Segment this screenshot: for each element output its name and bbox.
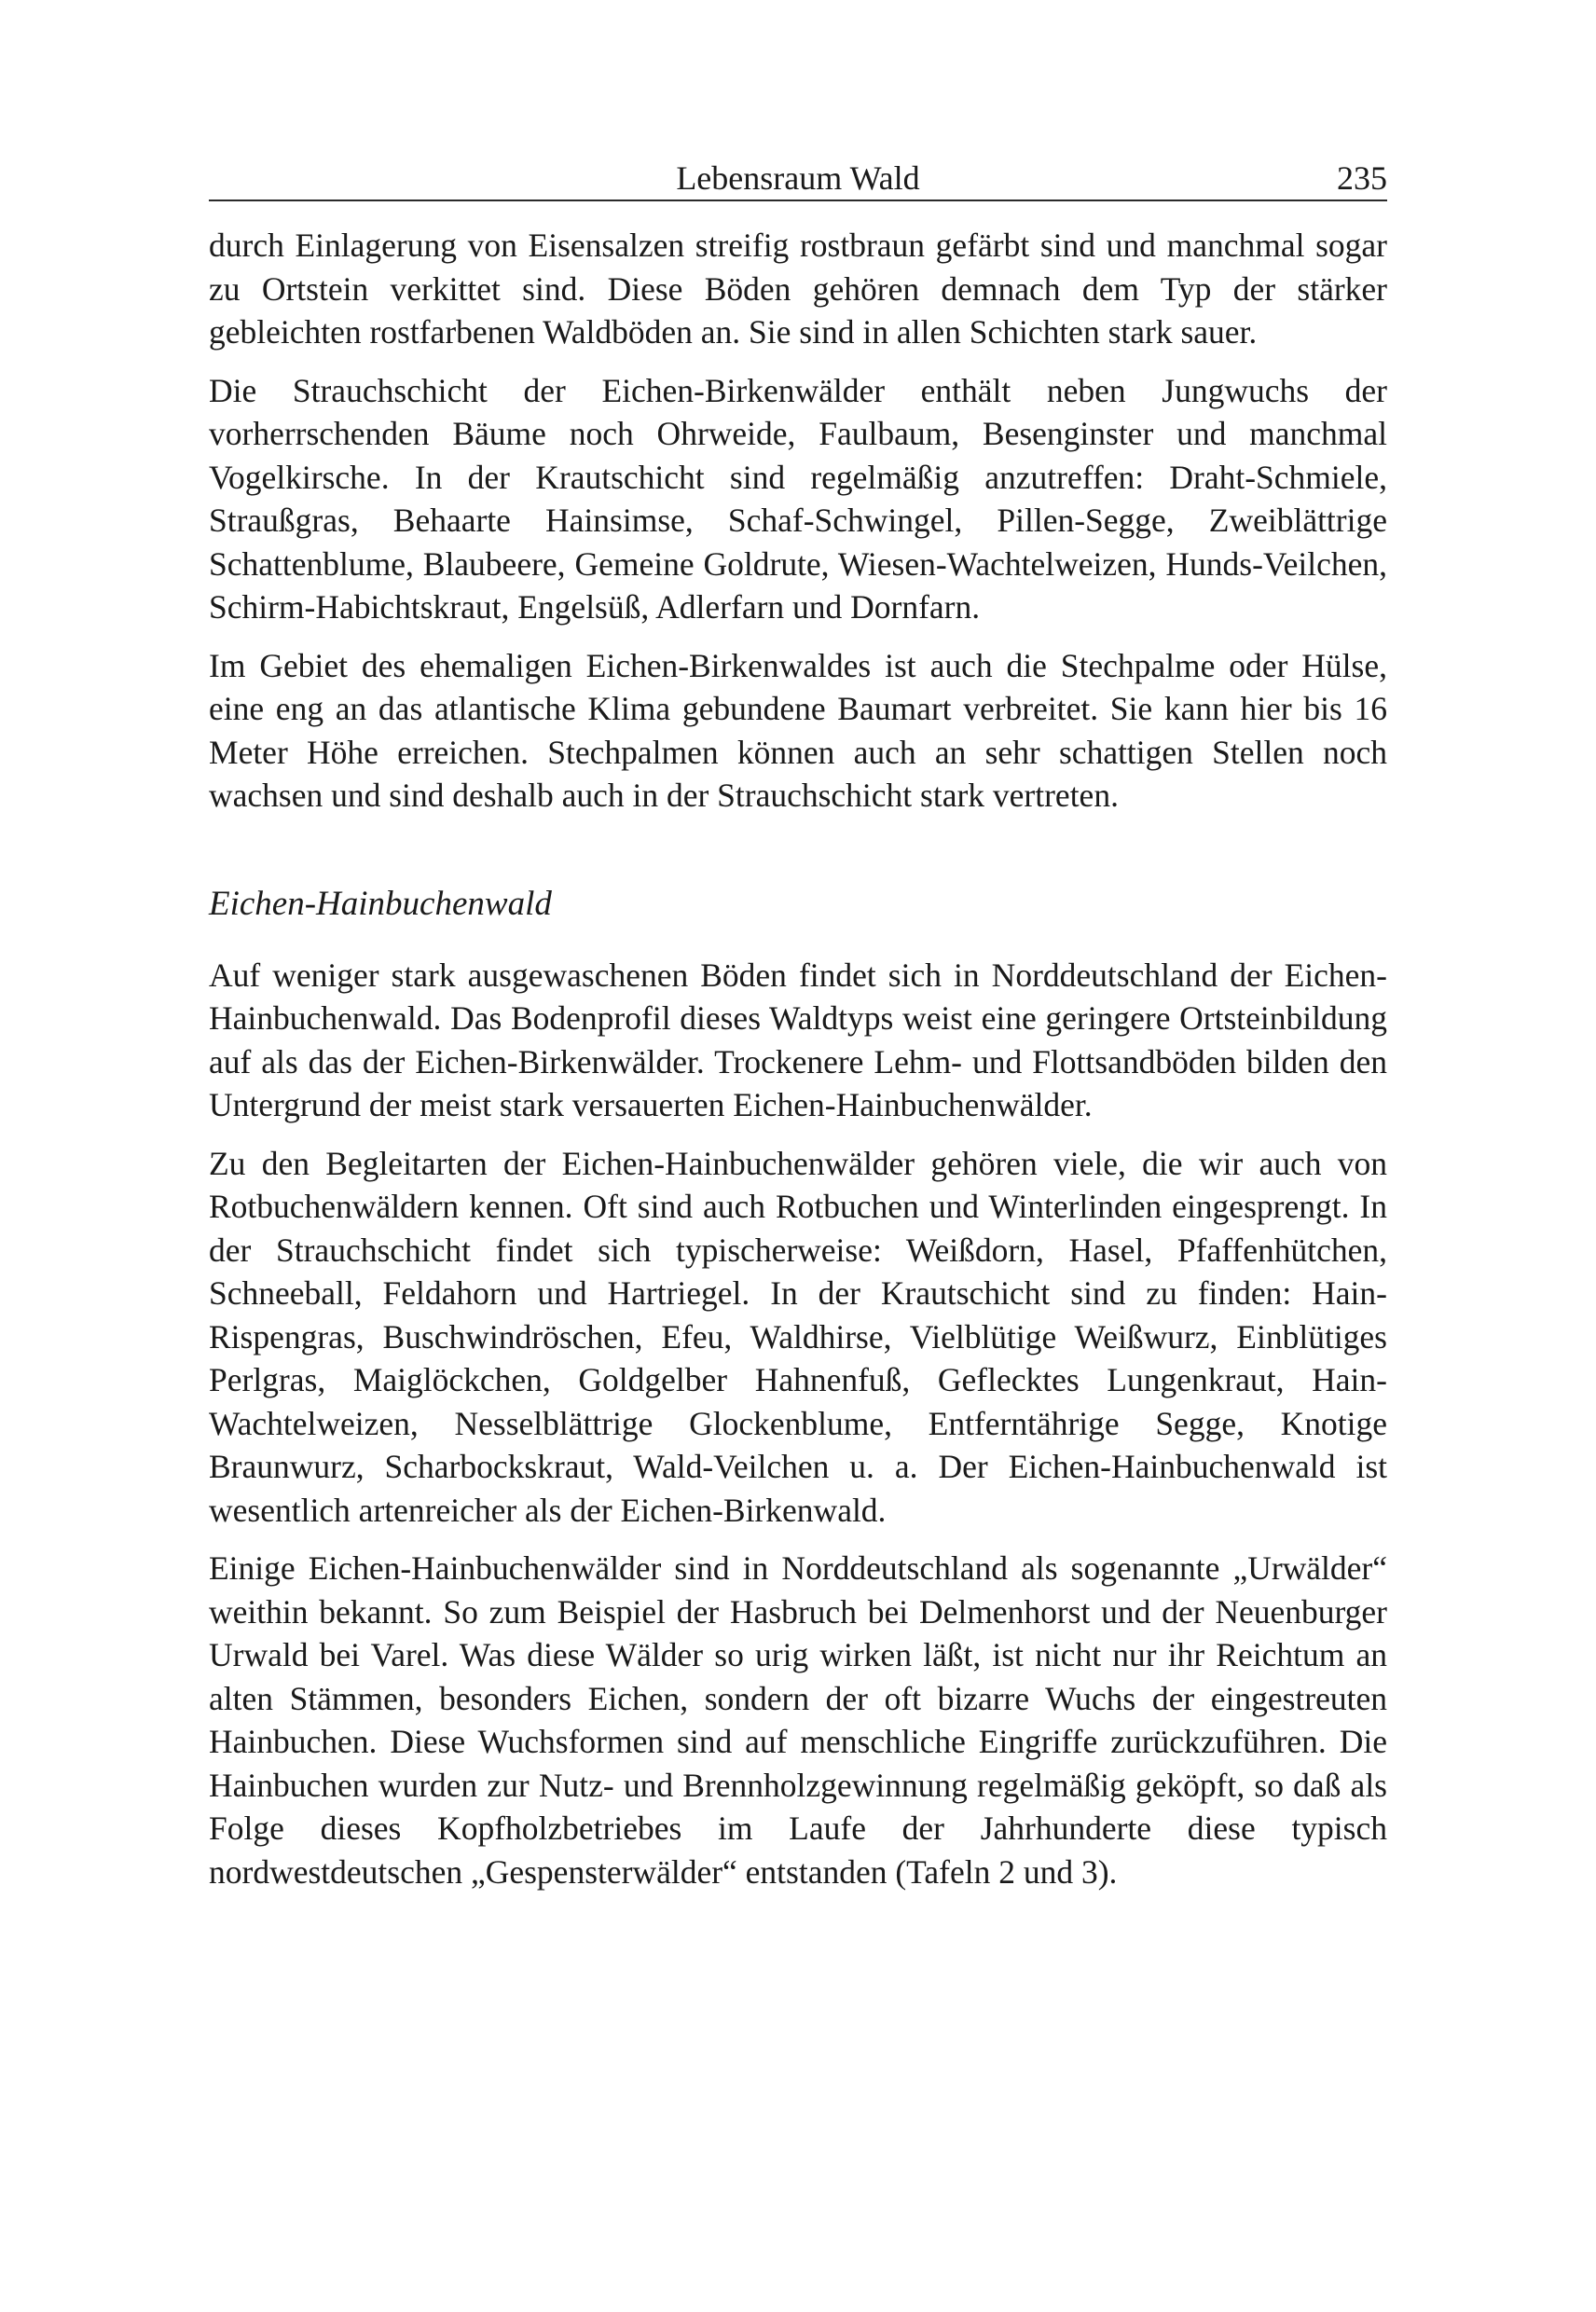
paragraph: Einige Eichen-Hainbuchenwälder sind in Norddeutschland als sogenannte „Urwälder“ weithin bekannt. So zum Beispiel der Hasbruch bei Delmenhorst und der Neuenburger Urwald bei Varel. Was diese Wälder so urig wirken läßt, ist nicht nur ihr Reichtum an alten Stämmen, besonders Eichen, sondern der oft bizarre Wuchs der eingestreuten Hainbuchen. Diese Wuchsformen sind auf menschliche Eingriffe zurückzuführen. Die Hainbuchen wurden zur Nutz- und Brennholzgewinnung regelmäßig geköpft, so daß als Folge dieses Kopfholzbetriebes im Laufe der Jahrhunderte diese typisch nordwestdeutschen „Gespensterwälder“ entstanden (Tafeln 2 und 3). <box>209 1549 1387 1891</box>
page-number: 235 <box>1337 159 1387 197</box>
book-page <box>209 158 1387 1908</box>
paragraph: Zu den Begleitarten der Eichen-Hainbuchenwälder gehören viele, die wir auch von Rotbuchenwäldern kennen. Oft sind auch Rotbuchen und Winterlinden eingesprengt. In der Strauchschicht findet sich typischerweise: Weißdorn, Hasel, Pfaffenhütchen, Schneeball, Feldahorn und Hartriegel. In der Krautschicht sind zu finden: Hain-Rispengras, Buschwindröschen, Efeu, Waldhirse, Vielblütige Weißwurz, Einblütiges Perlgras, Maiglöckchen, Goldgelber Hahnenfuß, Geflecktes Lungenkraut, Hain-Wachtelweizen, Nesselblättrige Glockenblume, Entferntährige Segge, Knotige Braunwurz, Scharbockskraut, Wald-Veilchen u. a. Der Eichen-Hainbuchenwald ist wesentlich artenreicher als der Eichen-Birkenwald. <box>209 1144 1387 1529</box>
paragraph: durch Einlagerung von Eisensalzen streifig rostbraun gefärbt sind und manchmal sogar zu Ortstein verkittet sind. Diese Böden gehören demnach dem Typ der stärker gebleichten rostfarbenen Waldböden an. Sie sind in allen Schichten stark sauer. <box>209 227 1387 351</box>
paragraph: Im Gebiet des ehemaligen Eichen-Birkenwaldes ist auch die Stechpalme oder Hülse, eine eng an das atlantische Klima gebundene Baumart verbreitet. Sie kann hier bis 16 Meter Höhe erreichen. Stechpalmen können auch an sehr schattigen Stellen noch wachsen und sind deshalb auch in der Strauchschicht stark vertreten. <box>209 646 1387 814</box>
body-text <box>209 224 1387 1893</box>
running-title: Lebensraum Wald <box>676 159 920 197</box>
paragraph: Auf weniger stark ausgewaschenen Böden findet sich in Norddeutschland der Eichen-Hainbuchenwald. Das Bodenprofil dieses Waldtyps weist eine geringere Ortsteinbildung auf als das der Eichen-Birkenwälder. Trockenere Lehm- und Flottsandböden bilden den Untergrund der meist stark versauerten Eichen-Hainbuchenwälder. <box>209 956 1387 1123</box>
paragraph: Die Strauchschicht der Eichen-Birkenwälder enthält neben Jungwuchs der vorherrschenden Bäume noch Ohrweide, Faulbaum, Besenginster und manchmal Vogelkirsche. In der Krautschicht sind regelmäßig anzutreffen: Draht-Schmiele, Straußgras, Behaarte Hainsimse, Schaf-Schwingel, Pillen-Segge, Zweiblättrige Schattenblume, Blaubeere, Gemeine Goldrute, Wiesen-Wachtelweizen, Hunds-Veilchen, Schirm-Habichtskraut, Engelsüß, Adlerfarn und Dornfarn. <box>209 371 1387 626</box>
section-heading: Eichen-Hainbuchenwald <box>209 884 552 923</box>
running-header <box>209 158 1387 201</box>
